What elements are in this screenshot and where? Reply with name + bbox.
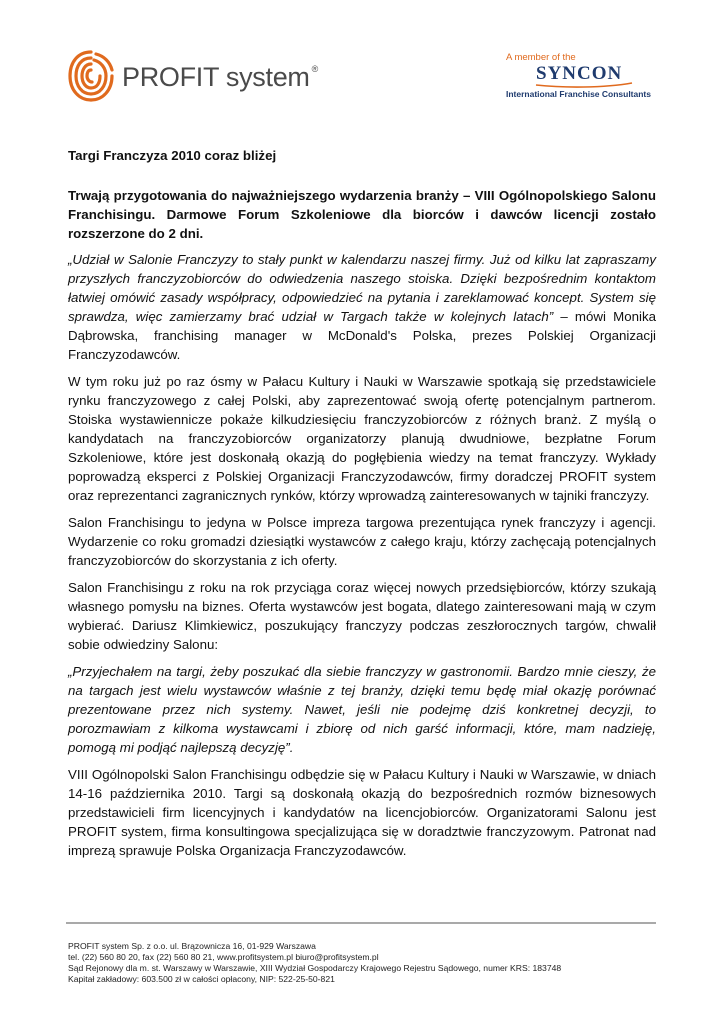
syncon-subtitle: International Franchise Consultants	[506, 89, 651, 99]
syncon-logo	[500, 52, 670, 102]
footer-address: PROFIT system Sp. z o.o. ul. Brązownicza 16, 01-929 Warszawa	[68, 941, 316, 951]
footer-registry: Sąd Rejonowy dla m. st. Warszawy w Warszawie, XIII Wydział Gospodarczy Krajowego Rejestru Sądowego, numer KRS: 183748	[68, 963, 562, 973]
article-body	[68, 146, 656, 868]
paragraph-2: W tym roku już po raz ósmy w Pałacu Kultury i Nauki w Warszawie spotkają się przedstawiciele rynku franczyzowego z całej Polski, aby zaprezentować swoją ofertę potencjalnym partnerom. Stoiska wystawiennicze pokaże kilkudziesięciu franczyzobiorców z różnych branż. Z myślą o kandydatach na franczyzobiorców organizatorzy planują dwudniowe, bezpłatne Forum Szkoleniowe, które jest doskonałą okazją do pogłębienia wiedzy na temat franczyzy. Wykłady poprowadzą eksperci z Polskiej Organizacji Franczyzodawców, firmy doradczej PROFIT system oraz reprezentanci zagranicznych rynków, którzy wprowadzą zainteresowanych w tajniki franczyzy.	[68, 374, 656, 503]
logo-wordmark: PROFIT system ®	[122, 62, 318, 92]
quote-1-text: „Udział w Salonie Franczyzy to stały punkt w kalendarzu naszej firmy. Już od kilku lat zapraszamy przyszłych franczyzobiorców do odwiedzenia naszego stoiska. Dzięki bezpośrednim kontaktom łatwiej omówić zasady współpracy, odpowiedzieć na pytania i zareklamować koncept. System się sprawdza, więc zamierzamy brać udział w Targach także w kolejnych latach”	[68, 252, 656, 324]
syncon-wordmark: SYNCON	[536, 63, 623, 84]
article-lead: Trwają przygotowania do najważniejszego wydarzenia branży – VIII Ogólnopolskiego Salonu Franchisingu. Darmowe Forum Szkoleniowe dla biorców i dawców licencji zostało rozszerzone do 2 dni.	[68, 188, 656, 241]
footer	[68, 941, 668, 985]
footer-divider	[66, 922, 656, 924]
syncon-swoosh-icon	[534, 82, 634, 88]
quote-paragraph-1	[68, 250, 656, 364]
paragraph-3: Salon Franchisingu to jedyna w Polsce impreza targowa prezentująca rynek franczyzy i agencji. Wydarzenie co roku gromadzi dziesiątki wystawców z całego kraju, którzy zachęcają potencjalnych franczyzobiorców do skorzystania z ich oferty.	[68, 515, 656, 568]
registered-mark: ®	[311, 64, 318, 74]
paragraph-4: Salon Franchisingu z roku na rok przyciąga coraz więcej nowych przedsiębiorców, którzy szukają własnego pomysłu na biznes. Oferta wystawców jest bogata, dlatego zainteresowani mają w czym wybierać. Dariusz Klimkiewicz, poszukujący franczyzy podczas zeszłorocznych targów, chwalił sobie odwiedziny Salonu:	[68, 580, 656, 652]
member-of-text: A member of the	[506, 52, 576, 63]
profit-system-emblem-icon	[66, 48, 116, 106]
footer-contact: tel. (22) 560 80 20, fax (22) 560 80 21, www.profitsystem.pl biuro@profitsystem.pl	[68, 952, 379, 962]
article-title: Targi Franczyza 2010 coraz bliżej	[68, 148, 277, 163]
quote-1-attribution: – mówi Monika Dąbrowska, franchising manager w McDonald's Polska, prezes Polskiej Organizacji Franczyzodawców.	[68, 309, 656, 362]
paragraph-6: VIII Ogólnopolski Salon Franchisingu odbędzie się w Pałacu Kultury i Nauki w Warszawie, w dniach 14-16 października 2010. Targi są doskonałą okazją do bezpośrednich rozmów biznesowych przedstawicieli firm licencyjnych i kandydatów na licencjobiorców. Organizatorami Salonu jest PROFIT system, firma konsultingowa specjalizująca się w doradztwie franczyzowym. Patronat nad imprezą sprawuje Polska Organizacja Franczyzodawców.	[68, 767, 656, 858]
profit-system-logo	[66, 48, 366, 108]
footer-capital: Kapitał zakładowy: 603.500 zł w całości opłacony, NIP: 522-25-50-821	[68, 974, 335, 984]
quote-paragraph-2: „Przyjechałem na targi, żeby poszukać dla siebie franczyzy w gastronomii. Bardzo mnie cieszy, że na targach jest wielu wystawców właśnie z tej branży, dzięki temu będę miał okazję porównać prezentowane przez nich systemy. Nawet, jeśli nie podejmę dziś konkretnej decyzji, to porozmawiam z kilkoma wystawcami i zbiorę od nich garść informacji, które, mam nadzieję, pomogą mi podjąć najlepszą decyzję”.	[68, 664, 656, 755]
